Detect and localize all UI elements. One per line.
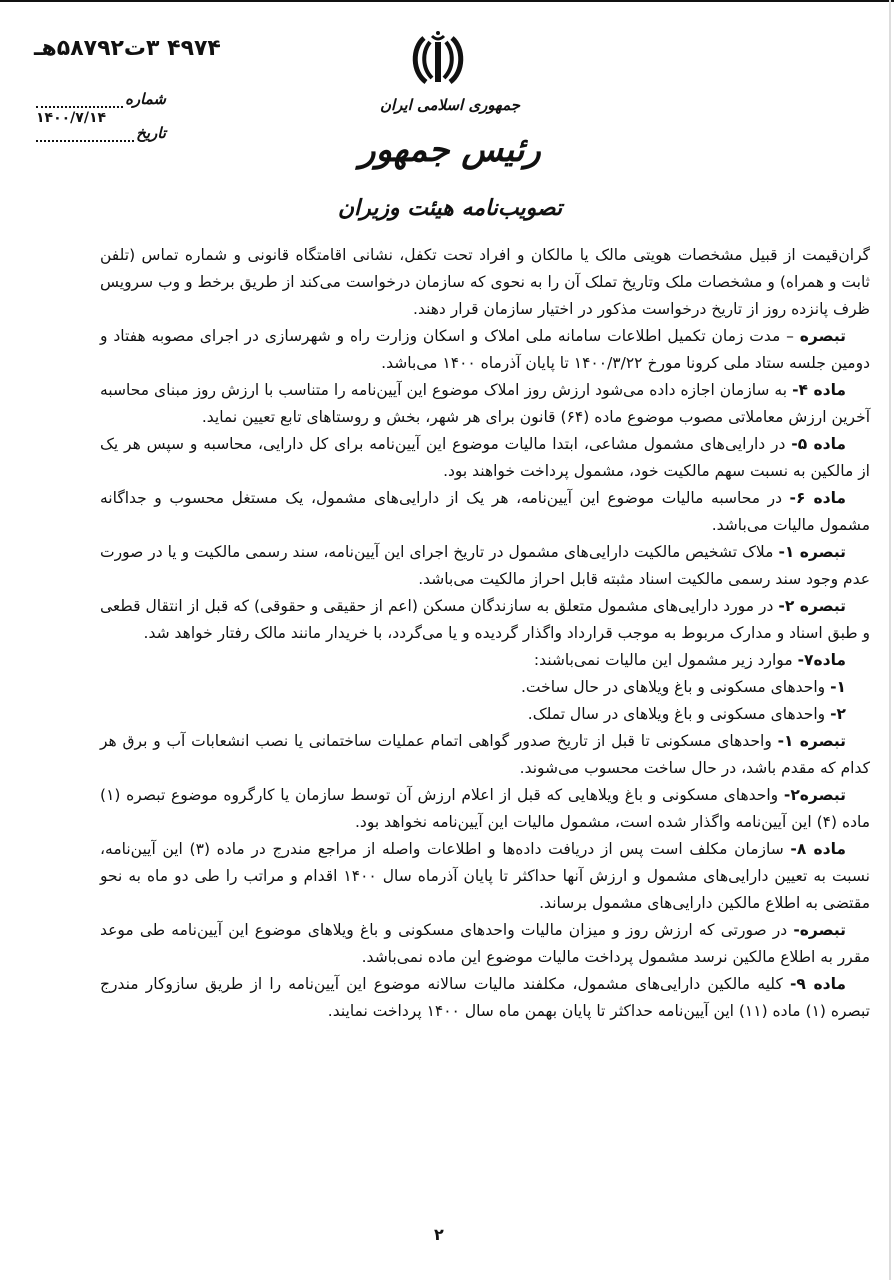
country-name: جمهوری اسلامی ایران	[379, 96, 521, 114]
list-item	[100, 674, 870, 701]
paragraph-heading: تبصره-	[793, 921, 846, 939]
paragraph	[100, 431, 870, 485]
paragraph	[100, 242, 870, 323]
paragraph	[100, 323, 870, 377]
number-dots	[36, 96, 123, 108]
scan-edge	[889, 0, 891, 1280]
paragraph	[100, 647, 870, 674]
paragraph-text: سازمان مکلف است پس از دریافت داده‌ها و اطلاعات واصله از مراجع مندرج در ماده (۳) این آیین‌نامه، نسبت به تعیین دارایی‌های مشمول و ارزش آنها حداکثر تا پایان آذرماه سال ۱۴۰۰ اقدام و مراتب را طی دو ماه به نحو مقتضی به اطلاع مالکین دارایی‌های مشمول برساند.	[100, 840, 870, 912]
paragraph-text: گران‌قیمت از قبیل مشخصات هویتی مالک یا مالکان و افراد تحت تکفل، نشانی اقامتگاه قانونی و شماره تماس (تلفن ثابت و همراه) و مشخصات ملک وتاریخ تملک آن را به نحوی که سازمان درخواست می‌کند از طریق برخط و وب سرویس ظرف پانزده روز از تاریخ درخواست مذکور در اختیار سازمان قرار دهند.	[100, 246, 870, 318]
paragraph	[100, 377, 870, 431]
paragraph-heading: ماده ۸-	[790, 840, 846, 858]
date-label: تاریخ	[136, 124, 166, 142]
paragraph	[100, 485, 870, 539]
iran-emblem-icon	[410, 28, 466, 88]
paragraph-text: کلیه مالکین دارایی‌های مشمول، مکلفند مالیات سالانه موضوع این آیین‌نامه را از طریق سازوکار مندرج تبصره (۱) ماده (۱۱) این آیین‌نامه حداکثر تا پایان بهمن ماه سال ۱۴۰۰ پرداخت نمایند.	[100, 975, 870, 1020]
paragraph-heading: ماده ۴-	[792, 381, 846, 399]
page-number: ۲	[434, 1225, 444, 1244]
document-type: تصویب‌نامه هیئت وزیران	[337, 195, 563, 221]
paragraph-text: واحدهای مسکونی تا قبل از تاریخ صدور گواهی اتمام عملیات ساختمانی یا نصب انشعابات آب و برق هر کدام که مقدم باشد، در حال ساخت محسوب می‌شوند.	[100, 732, 870, 777]
paragraph-heading: تبصره	[799, 327, 846, 345]
paragraph-heading: تبصره ۱-	[777, 732, 846, 750]
date-dots	[36, 130, 134, 142]
paragraph-heading: ماده ۹-	[789, 975, 846, 993]
paragraph-text: واحدهای مسکونی و باغ ویلاهایی که قبل از اعلام ارزش آن توسط سازمان یا کارگروه موضوع تبصره (۱) ماده (۴) این آیین‌نامه واگذار شده است، مشمول مالیات این آیین‌نامه نخواهد بود.	[100, 786, 870, 831]
paragraph	[100, 539, 870, 593]
paragraph-heading: تبصره ۲-	[778, 597, 847, 615]
document-body	[100, 242, 870, 1025]
paragraph-text: – مدت زمان تکمیل اطلاعات سامانه ملی املاک و اسکان وزارت راه و شهرسازی در اجرای مصوبه هفتاد و دومین جلسه ستاد ملی کرونا مورخ ۱۴۰۰/۳/۲۲ تا پایان آذرماه ۱۴۰۰ می‌باشد.	[100, 327, 870, 372]
list-number: ۱-	[830, 678, 846, 696]
date-value: ۱۴۰۰/۷/۱۴	[36, 110, 107, 126]
paragraph-text: در مورد دارایی‌های مشمول متعلق به سازندگان مسکن (اعم از حقیقی و حقوقی) که قبل از انتقال قطعی و طبق اسناد و مدارک مربوط به موجب قرارداد واگذار گردیده و یا می‌گردد، با خریدار مانند مالک رفتار خواهد شد.	[100, 597, 870, 642]
top-border	[0, 0, 894, 2]
paragraph-text: در محاسبه مالیات موضوع این آیین‌نامه، هر یک از دارایی‌های مشمول، یک مستغل محسوب و جداگانه مشمول مالیات می‌باشد.	[100, 489, 870, 534]
paragraph-text: در دارایی‌های مشمول مشاعی، ابتدا مالیات موضوع این آیین‌نامه برای کل دارایی، محاسبه و سپس هر یک از مالکین به نسبت سهم مالکیت خود، مشمول پرداخت خواهند بود.	[100, 435, 870, 480]
paragraph	[100, 728, 870, 782]
paragraph-heading: ماده۷-	[797, 651, 846, 669]
reference-number: ۴۹۷۴ ۳ت۵۸۷۹۲هـ	[34, 36, 221, 61]
list-item	[100, 701, 870, 728]
paragraph-heading: تبصره۲-	[783, 786, 846, 804]
list-text: واحدهای مسکونی و باغ ویلاهای در سال تملک.	[527, 705, 831, 723]
paragraph-text: ملاک تشخیص مالکیت دارایی‌های مشمول در تاریخ اجرای این آیین‌نامه، سند رسمی مالکیت و یا در صورت عدم وجود سند رسمی مالکیت اسناد مثبته قابل احراز مالکیت می‌باشد.	[100, 543, 870, 588]
number-date-block	[36, 88, 166, 142]
paragraph	[100, 782, 870, 836]
paragraph	[100, 593, 870, 647]
number-label: شماره	[125, 90, 166, 108]
paragraph-heading: ماده ۵-	[791, 435, 846, 453]
list-number: ۲-	[830, 705, 846, 723]
paragraph-text: موارد زیر مشمول این مالیات نمی‌باشند:	[533, 651, 798, 669]
paragraph	[100, 971, 870, 1025]
paragraph-text: به سازمان اجازه داده می‌شود ارزش روز املاک موضوع این آیین‌نامه را متناسب با ارزش روز مبنای محاسبه آخرین ارزش معاملاتی مصوب موضوع ماده (۶۴) قانون برای هر شهر، بخش و روستاهای تابع تعیین نماید.	[100, 381, 870, 426]
office-title: رئیس جمهور	[359, 130, 541, 170]
number-row	[36, 88, 166, 108]
paragraph-heading: تبصره ۱-	[778, 543, 847, 561]
paragraph-heading: ماده ۶-	[789, 489, 846, 507]
paragraph	[100, 836, 870, 917]
paragraph-text: در صورتی که ارزش روز و میزان مالیات واحدهای مسکونی و باغ ویلاهای موضوع این آیین‌نامه طی موعد مقرر به اطلاع مالکین نرسد مشمول پرداخت مالیات موضوع این ماده نمی‌باشد.	[100, 921, 870, 966]
paragraph	[100, 917, 870, 971]
list-text: واحدهای مسکونی و باغ ویلاهای در حال ساخت.	[520, 678, 831, 696]
